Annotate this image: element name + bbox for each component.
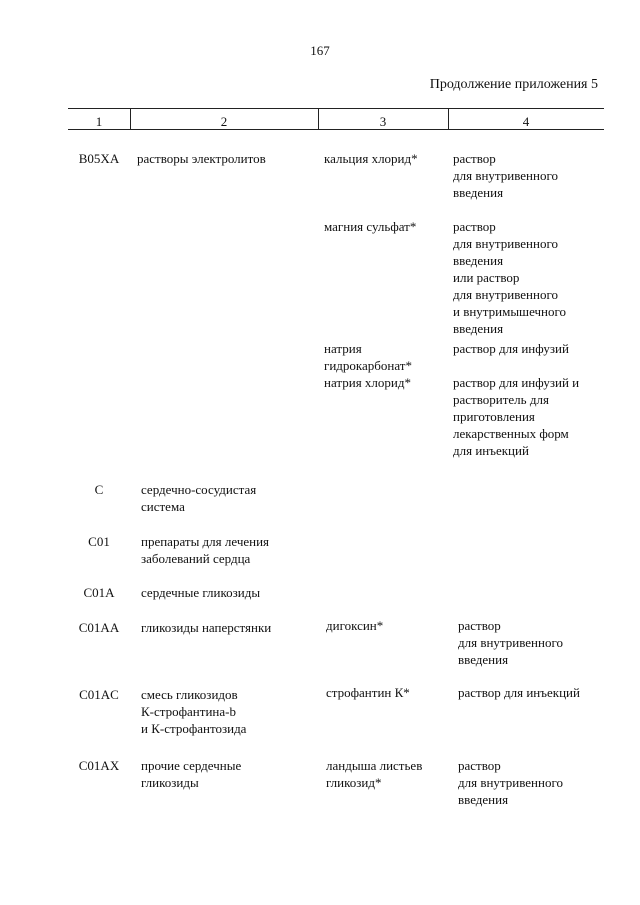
group-name: сердечно-сосудистая система [141, 482, 257, 514]
page-number: 167 [310, 43, 330, 58]
drug-name: магния сульфат* [324, 219, 417, 234]
group-name: смесь гликозидов К-строфантина-b и К-строфантозида [141, 687, 247, 736]
drug-name: ландыша листьев гликозид* [326, 758, 423, 790]
atc-code: C01 [88, 534, 110, 549]
atc-code: C01AA [78, 620, 120, 635]
header-col-2: 2 [220, 114, 228, 129]
drug-name: натрия хлорид* [324, 375, 411, 390]
group-name: гликозиды наперстянки [141, 620, 272, 635]
atc-code: C [94, 482, 104, 497]
table-header [68, 108, 604, 130]
drug-name: натрия гидрокарбонат* [324, 341, 412, 373]
drug-name: кальция хлорид* [324, 151, 418, 166]
drug-name: дигоксин* [326, 618, 384, 633]
group-name: препараты для лечения заболеваний сердца [141, 534, 270, 566]
continuation-caption: Продолжение приложения 5 [429, 77, 598, 92]
atc-code: B05XA [78, 151, 120, 166]
dosage-form: раствор для внутривенного введения [453, 151, 558, 200]
header-col-1: 1 [95, 114, 103, 129]
dosage-form: раствор для инфузий и растворитель для приготовления лекарственных форм для инъекций [453, 375, 580, 458]
dosage-form: раствор для внутривенного введения или раствор для внутривенного и внутримышечного введения [453, 219, 567, 336]
atc-code: C01AX [78, 758, 120, 773]
header-col-4: 4 [522, 114, 530, 129]
dosage-form: раствор для внутривенного введения [458, 618, 563, 667]
header-top-rule [68, 108, 604, 109]
atc-code: C01A [83, 585, 115, 600]
header-col-3: 3 [379, 114, 387, 129]
dosage-form: раствор для инъекций [458, 685, 580, 700]
group-name: растворы электролитов [137, 151, 266, 166]
group-name: сердечные гликозиды [141, 585, 261, 600]
dosage-form: раствор для внутривенного введения [458, 758, 563, 807]
group-name: прочие сердечные гликозиды [141, 758, 242, 790]
atc-code: C01AC [79, 687, 119, 702]
dosage-form: раствор для инфузий [453, 341, 569, 356]
drug-name: строфантин К* [326, 685, 410, 700]
